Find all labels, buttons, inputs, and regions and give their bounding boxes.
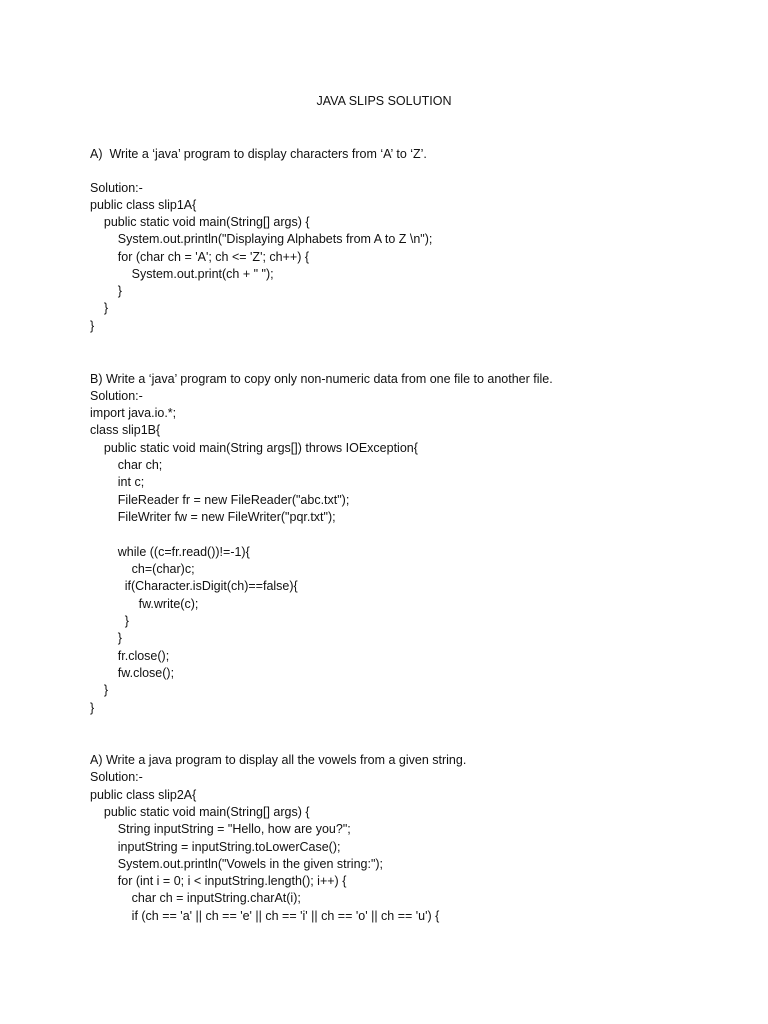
code-line: System.out.print(ch + " "); [90, 267, 274, 281]
code-line: while ((c=fr.read())!=-1){ [90, 545, 250, 559]
code-line: inputString = inputString.toLowerCase(); [90, 840, 341, 854]
code-line: } [90, 301, 109, 315]
code-line: System.out.println("Displaying Alphabets from A to Z \n"); [90, 232, 433, 246]
code-line: if (ch == 'a' || ch == 'e' || ch == 'i' || ch == 'o' || ch == 'u') { [90, 909, 440, 923]
code-line: } [90, 614, 129, 628]
code-line: FileReader fr = new FileReader("abc.txt"); [90, 493, 350, 507]
code-line: } [90, 319, 95, 333]
code-line: FileWriter fw = new FileWriter("pqr.txt"); [90, 510, 336, 524]
solution-label: Solution:- [90, 770, 143, 784]
code-line: public static void main(String[] args) { [90, 215, 310, 229]
solution-label: Solution:- [90, 181, 143, 195]
code-line: class slip1B{ [90, 423, 161, 437]
code-line: int c; [90, 475, 145, 489]
code-line: public static void main(String[] args) { [90, 805, 310, 819]
code-line: fw.close(); [90, 666, 175, 680]
code-line: import java.io.*; [90, 406, 177, 420]
solution-label: Solution:- [90, 389, 143, 403]
code-line: for (int i = 0; i < inputString.length(); i++) { [90, 874, 347, 888]
code-line: System.out.println("Vowels in the given string:"); [90, 857, 384, 871]
code-line: if(Character.isDigit(ch)==false){ [90, 579, 298, 593]
code-line: } [90, 284, 122, 298]
code-line: fw.write(c); [90, 597, 199, 611]
question-slip2a: A) Write a java program to display all the vowels from a given string. [90, 753, 467, 767]
code-line: String inputString = "Hello, how are you?"; [90, 822, 351, 836]
code-line: fr.close(); [90, 649, 170, 663]
code-line: char ch; [90, 458, 163, 472]
code-line: for (char ch = 'A'; ch <= 'Z'; ch++) { [90, 250, 310, 264]
page-title: JAVA SLIPS SOLUTION [316, 94, 452, 108]
code-line: } [90, 683, 109, 697]
question-slip1a: A) Write a ‘java’ program to display characters from ‘A’ to ‘Z’. [90, 147, 427, 161]
code-line: ch=(char)c; [90, 562, 195, 576]
question-slip1b: B) Write a ‘java’ program to copy only non-numeric data from one file to another file. [90, 372, 553, 386]
code-line: public class slip1A{ [90, 198, 197, 212]
code-line: char ch = inputString.charAt(i); [90, 891, 301, 905]
code-line: public class slip2A{ [90, 788, 197, 802]
code-line: } [90, 701, 95, 715]
code-line: public static void main(String args[]) throws IOException{ [90, 441, 418, 455]
code-line: } [90, 631, 122, 645]
